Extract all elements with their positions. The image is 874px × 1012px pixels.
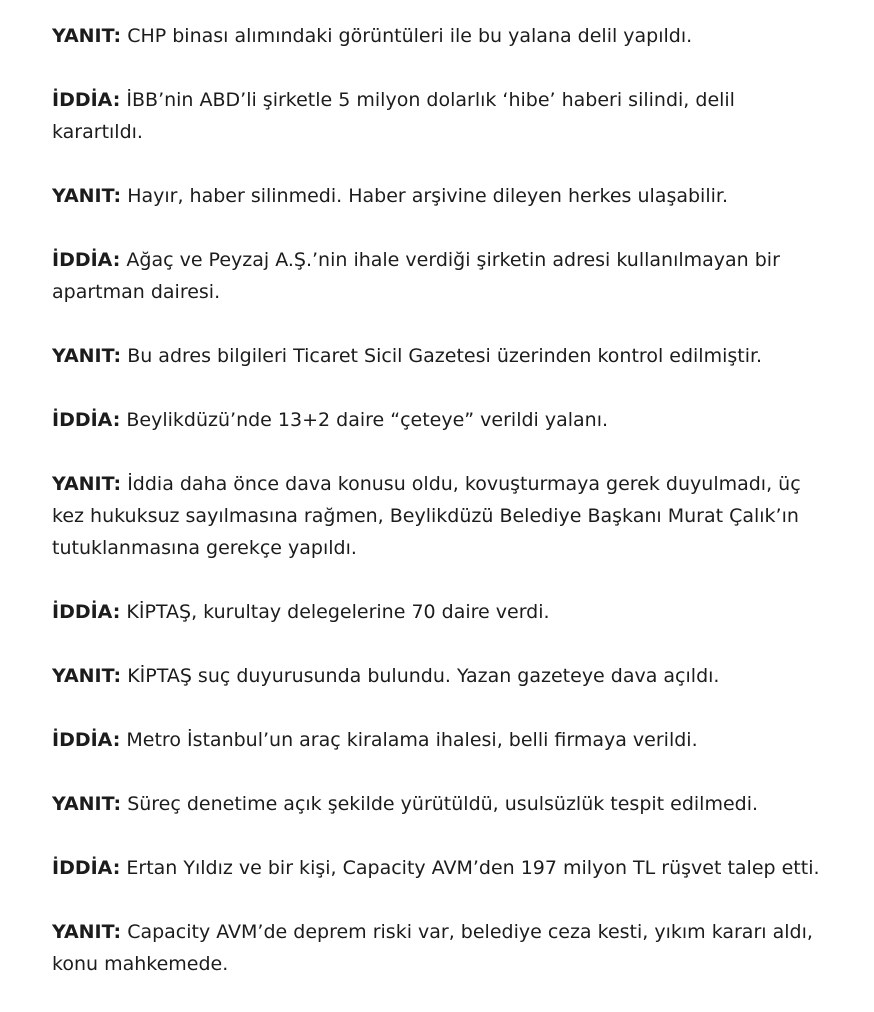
paragraph-text: Bu adres bilgileri Ticaret Sicil Gazetesi üzerinden kontrol edilmiştir. [127,345,763,367]
paragraph-yanit [52,180,822,212]
paragraph-label: YANIT: [52,665,122,687]
paragraph-text: KİPTAŞ, kurultay delegelerine 70 daire verdi. [126,601,550,623]
article-body [52,20,822,1012]
paragraph-iddia [52,852,822,884]
paragraph-label: YANIT: [52,185,122,207]
paragraph-label: YANIT: [52,793,122,815]
paragraph-label: İDDİA: [52,409,121,431]
paragraph-label: YANIT: [52,25,122,47]
paragraph-text: Ertan Yıldız ve bir kişi, Capacity AVM’den 197 milyon TL rüşvet talep etti. [126,857,820,879]
paragraph-label: YANIT: [52,921,122,943]
paragraph-label: İDDİA: [52,249,121,271]
paragraph-label: YANIT: [52,473,122,495]
paragraph-yanit [52,20,822,52]
paragraph-text: Hayır, haber silinmedi. Haber arşivine dileyen herkes ulaşabilir. [127,185,728,207]
paragraph-label: İDDİA: [52,729,121,751]
paragraph-text: CHP binası alımındaki görüntüleri ile bu yalana delil yapıldı. [127,25,693,47]
paragraph-iddia [52,244,822,308]
paragraph-yanit [52,468,822,564]
paragraph-text: Capacity AVM’de deprem riski var, belediye ceza kesti, yıkım kararı aldı, konu mahkemede. [52,921,813,975]
paragraph-iddia [52,84,822,148]
paragraph-yanit [52,788,822,820]
paragraph-text: Beylikdüzü’nde 13+2 daire “çeteye” verildi yalanı. [126,409,609,431]
paragraph-text: Süreç denetime açık şekilde yürütüldü, usulsüzlük tespit edilmedi. [127,793,759,815]
paragraph-text: KİPTAŞ suç duyurusunda bulundu. Yazan gazeteye dava açıldı. [127,665,720,687]
paragraph-yanit [52,340,822,372]
paragraph-label: YANIT: [52,345,122,367]
paragraph-iddia [52,404,822,436]
paragraph-label: İDDİA: [52,601,121,623]
paragraph-text: İddia daha önce dava konusu oldu, kovuşturmaya gerek duyulmadı, üç kez hukuksuz sayılmasına rağmen, Beylikdüzü Belediye Başkanı Murat Çalık’ın tutuklanmasına gerekçe yapıldı. [52,473,801,559]
paragraph-text: İBB’nin ABD’li şirketle 5 milyon dolarlık ‘hibe’ haberi silindi, delil karartıldı. [52,89,735,143]
paragraph-iddia [52,596,822,628]
paragraph-iddia [52,724,822,756]
paragraph-yanit [52,916,822,980]
paragraph-text: Ağaç ve Peyzaj A.Ş.’nin ihale verdiği şirketin adresi kullanılmayan bir apartman dairesi. [52,249,780,303]
paragraph-label: İDDİA: [52,857,121,879]
paragraph-yanit [52,660,822,692]
paragraph-text: Metro İstanbul’un araç kiralama ihalesi, belli firmaya verildi. [126,729,698,751]
paragraph-label: İDDİA: [52,89,121,111]
